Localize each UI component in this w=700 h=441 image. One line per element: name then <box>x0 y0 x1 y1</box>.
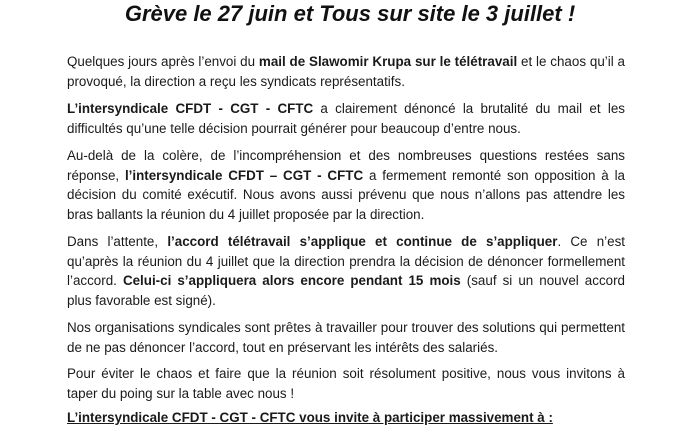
document-title: Grève le 27 juin et Tous sur site le 3 juillet ! <box>124 1 576 26</box>
text-segment-bold: l’accord télétravail s’applique et continue de s’appliquer <box>167 234 558 249</box>
paragraph-opposition <box>67 146 625 224</box>
paragraph-accord-applies <box>67 232 625 310</box>
paragraph-organisations-ready <box>67 318 625 357</box>
text-segment: Quelques jours après l’envoi du <box>67 54 259 69</box>
text-segment-bold: mail de Slawomir Krupa sur le télétravail <box>258 54 518 69</box>
text-segment-bold: l’intersyndicale CFDT – CGT - CFTC <box>124 167 364 183</box>
text-segment: . Ce n’est qu’après la réunion du 4 juillet que la direction prendra la décision de dénoncer formellement l’accord. <box>67 234 625 288</box>
text-segment-bold: L’intersyndicale CFDT - CGT - CFTC <box>67 101 314 116</box>
text-segment: Nos organisations syndicales sont prêtes à travailler pour trouver des solutions qui permettent de ne pas dénoncer l’accord, tout en préservant les intérêts des salariés. <box>67 320 625 355</box>
text-segment: Dans l’attente, <box>67 234 168 249</box>
text-segment-bold-underline: L’intersyndicale CFDT - CGT - CFTC vous invite à participer massivement à : <box>67 410 553 425</box>
text-segment: a fermement remonté son opposition à la décision du comité exécutif. Nous avons aussi prévenu que nous n’allons pas attendre les bras ballants la réunion du 4 juillet proposée par la direction. <box>67 167 625 222</box>
text-segment: et le chaos qu’il a provoqué, la direction a reçu les syndicats représentatifs. <box>67 54 625 89</box>
paragraph-invitation <box>67 408 625 428</box>
paragraph-call-to-action <box>67 364 625 403</box>
paragraph-intersyndicale-denounce <box>67 99 625 138</box>
text-segment: Pour éviter le chaos et faire que la réunion soit résolument positive, nous vous invitons à taper du poing sur la table avec nous ! <box>67 366 625 401</box>
text-segment: a clairement dénoncé la brutalité du mail et les difficultés qu’une telle décision pourrait générer pour beaucoup d’entre nous. <box>67 101 625 136</box>
text-segment: Au-delà de la colère, de l’incompréhension et des nombreuses questions restées sans réponse, <box>67 148 625 183</box>
paragraph-mail-context <box>67 52 625 91</box>
text-segment: (sauf si un nouvel accord plus favorable est signé). <box>67 273 626 308</box>
text-segment-bold: Celui-ci s’appliquera alors encore pendant 15 mois <box>122 273 461 288</box>
